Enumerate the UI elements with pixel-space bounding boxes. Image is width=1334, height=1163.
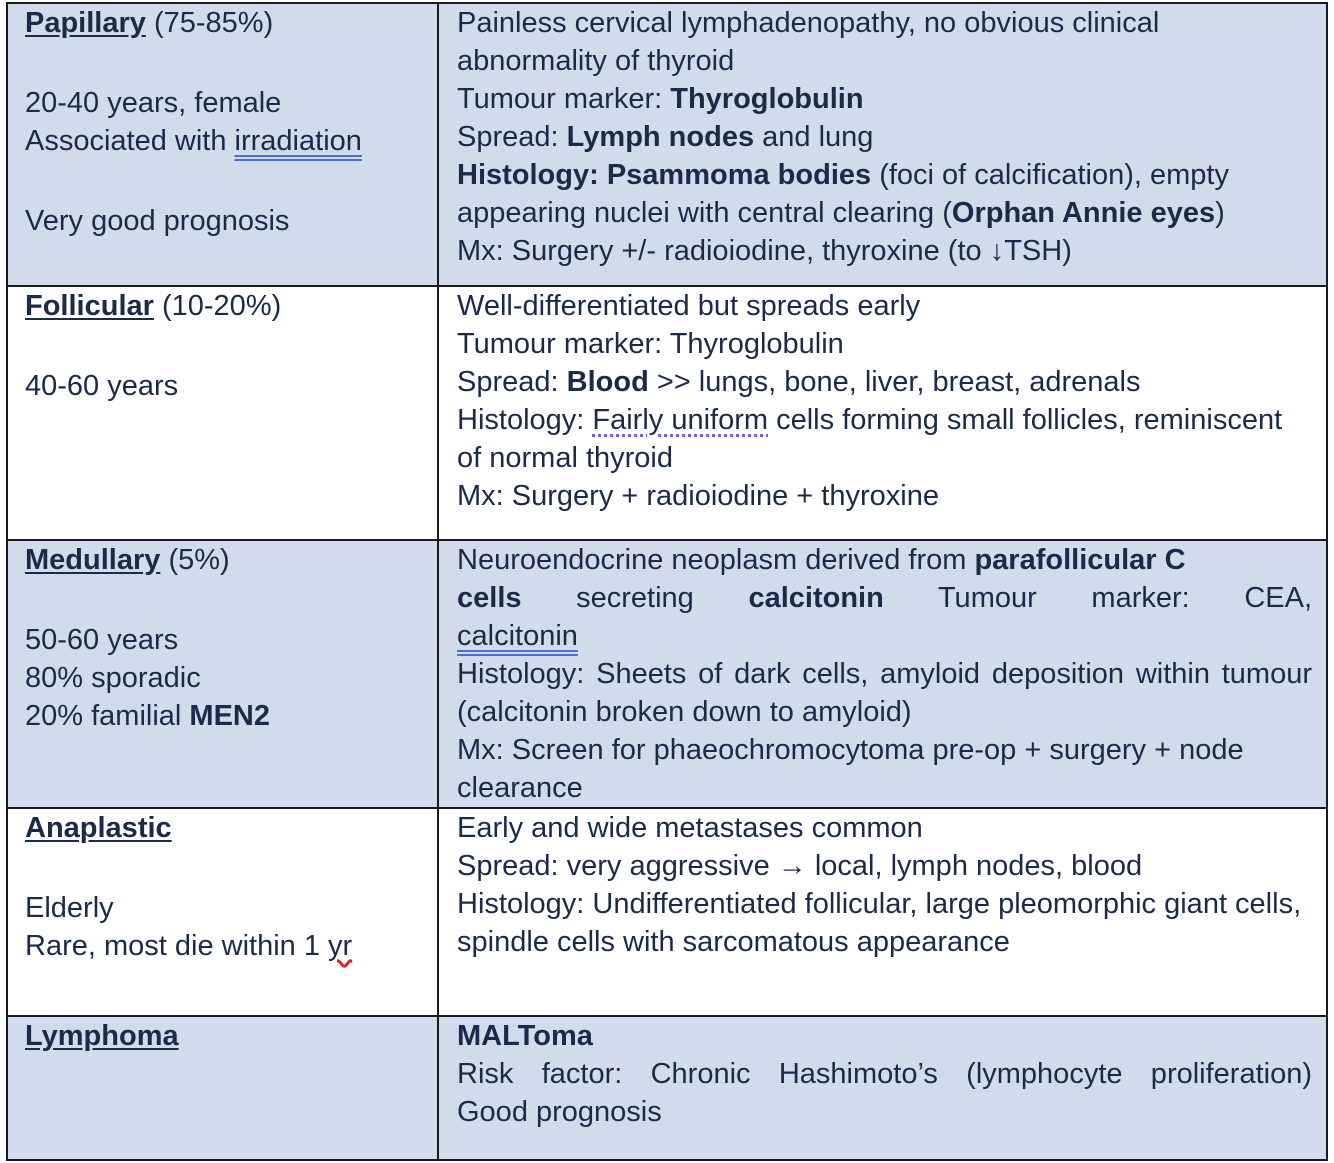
spread-text bbox=[457, 363, 1312, 401]
spread-label: Spread: bbox=[457, 366, 567, 398]
papillary-detail-cell bbox=[438, 3, 1327, 286]
type-name: Medullary bbox=[25, 544, 161, 576]
familial-text bbox=[25, 697, 437, 735]
type-frequency: (10-20%) bbox=[161, 290, 282, 322]
anaplastic-heading bbox=[25, 809, 437, 847]
histology-text: Histology: Undifferentiated follicular, large pleomorphic giant cells, spindle cells with sarcomatous appearance bbox=[457, 888, 1302, 958]
marker-word-1: Tumour bbox=[937, 582, 1037, 614]
association-word: irradiation bbox=[234, 125, 362, 157]
familial-syndrome: MEN2 bbox=[189, 700, 270, 732]
lymphoma-heading bbox=[25, 1017, 437, 1055]
histology-detail: (foci of calcification), empty appearing nuclei with central clearing ( bbox=[457, 159, 1229, 229]
histology-flagged-term: Fairly uniform bbox=[592, 404, 769, 436]
medullary-summary-cell bbox=[7, 540, 438, 808]
histology-label: Histology: Psammoma bodies bbox=[457, 159, 872, 191]
rarity-unit: yr bbox=[328, 930, 353, 962]
marker-word-3: CEA, bbox=[1244, 582, 1313, 614]
spread-value: Lymph nodes bbox=[566, 121, 755, 153]
spacer bbox=[25, 579, 437, 621]
prognosis-text: Very good prognosis bbox=[25, 205, 290, 237]
marker-label: Tumour marker: bbox=[457, 83, 671, 115]
familial-prefix: 20% familial bbox=[25, 700, 190, 732]
papillary-heading bbox=[25, 4, 437, 42]
table-row-follicular bbox=[7, 286, 1327, 540]
rarity-prefix: Rare, most die within 1 bbox=[25, 930, 329, 962]
description-line-2 bbox=[457, 579, 1312, 617]
type-name: Follicular bbox=[25, 290, 154, 322]
description-line-3 bbox=[457, 617, 1312, 655]
follicular-heading bbox=[25, 287, 437, 325]
type-name: Lymphoma bbox=[25, 1020, 179, 1052]
sporadic-text: 80% sporadic bbox=[25, 662, 201, 694]
type-name: Papillary bbox=[25, 7, 146, 39]
spread-rest: and lung bbox=[754, 121, 874, 153]
histology-label: Histology: bbox=[457, 404, 593, 436]
histology-text bbox=[457, 156, 1312, 232]
anaplastic-summary-cell bbox=[7, 808, 438, 1016]
spread-label: Spread: bbox=[457, 121, 567, 153]
rarity-text bbox=[25, 927, 437, 965]
marker-text: Tumour marker: Thyroglobulin bbox=[457, 328, 844, 360]
age-text: 50-60 years bbox=[25, 624, 179, 656]
management-text: Mx: Screen for phaeochromocytoma pre-op + surgery + node clearance bbox=[457, 734, 1244, 804]
table-row-papillary bbox=[7, 3, 1327, 286]
follicular-detail-cell bbox=[438, 286, 1327, 540]
anaplastic-detail-cell bbox=[438, 808, 1327, 1016]
prognosis-text: Good prognosis bbox=[457, 1096, 662, 1128]
management-text: Mx: Surgery +/- radioiodine, thyroxine (to ↓TSH) bbox=[457, 235, 1072, 267]
medullary-detail-cell bbox=[438, 540, 1327, 808]
description-text: Early and wide metastases common bbox=[457, 812, 923, 844]
age-text: 40-60 years bbox=[25, 370, 179, 402]
spacer bbox=[25, 847, 437, 889]
description-verb: secreting bbox=[576, 582, 694, 614]
description-line-1 bbox=[457, 541, 1312, 579]
follicular-summary-cell bbox=[7, 286, 438, 540]
histology-text bbox=[457, 401, 1312, 477]
association-text bbox=[25, 122, 437, 160]
marker-word-2: marker: bbox=[1091, 582, 1190, 614]
histology-key-term: Orphan Annie eyes bbox=[951, 197, 1216, 229]
table-row-anaplastic bbox=[7, 808, 1327, 1016]
marker-calcitonin: calcitonin bbox=[457, 620, 578, 652]
histology-detail: cells forming small follicles, reminiscent of normal thyroid bbox=[457, 404, 1283, 474]
type-name: Anaplastic bbox=[25, 812, 172, 844]
histology-text: Histology: Sheets of dark cells, amyloid deposition within tumour (calcitonin broken down to amyloid) bbox=[457, 658, 1312, 728]
spread-value: Blood bbox=[566, 366, 649, 398]
thyroid-cancer-table bbox=[6, 2, 1328, 1161]
description-cell-type: parafollicular C bbox=[974, 544, 1186, 576]
marker-text bbox=[457, 80, 1312, 118]
table-row-lymphoma bbox=[7, 1016, 1327, 1160]
medullary-heading bbox=[25, 541, 437, 579]
subtype-title: MALToma bbox=[457, 1020, 593, 1052]
lymphoma-summary-cell bbox=[7, 1016, 438, 1160]
marker-value: Thyroglobulin bbox=[670, 83, 864, 115]
description-prefix: Neuroendocrine neoplasm derived from bbox=[457, 544, 975, 576]
spread-text: Spread: very aggressive → local, lymph nodes, blood bbox=[457, 850, 1143, 882]
table-row-medullary bbox=[7, 540, 1327, 808]
spacer bbox=[25, 325, 437, 367]
management-text: Mx: Surgery + radioiodine + thyroxine bbox=[457, 480, 939, 512]
age-text: 20-40 years, female bbox=[25, 87, 282, 119]
risk-factor-text: Risk factor: Chronic Hashimoto’s (lymphocyte proliferation) bbox=[457, 1058, 1312, 1090]
type-frequency: (5%) bbox=[168, 544, 230, 576]
spacer bbox=[25, 42, 437, 84]
description-cell-type-end: cells bbox=[457, 582, 522, 614]
association-prefix: Associated with bbox=[25, 125, 235, 157]
spread-rest: >> lungs, bone, liver, breast, adrenals bbox=[648, 366, 1141, 398]
papillary-summary-cell bbox=[7, 3, 438, 286]
description-text: Well-differentiated but spreads early bbox=[457, 290, 921, 322]
histology-close: ) bbox=[1215, 197, 1225, 229]
spread-text bbox=[457, 118, 1312, 156]
description-text: Painless cervical lymphadenopathy, no obvious clinical abnormality of thyroid bbox=[457, 7, 1160, 77]
type-frequency: (75-85%) bbox=[153, 7, 274, 39]
description-hormone: calcitonin bbox=[748, 582, 884, 614]
lymphoma-detail-cell bbox=[438, 1016, 1327, 1160]
age-text: Elderly bbox=[25, 892, 114, 924]
spacer bbox=[25, 160, 437, 202]
